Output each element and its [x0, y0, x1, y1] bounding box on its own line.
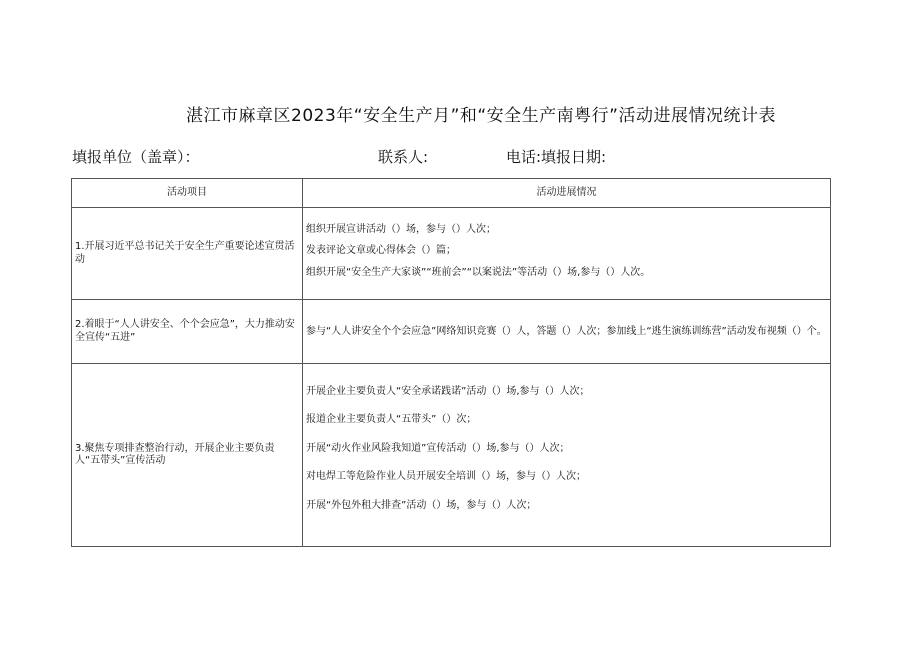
table-row	[72, 208, 831, 300]
progress-line: 发表评论文章或心得体会（）篇；	[306, 245, 456, 257]
progress-line: 报道企业主要负责人“五带头”（）次；	[306, 414, 477, 426]
progress-line: 参与“人人讲安全个个会应急”网络知识竞赛（）人，答题（）人次；参加线上“逃生演练训练营”活动发布视频（）个。	[306, 325, 827, 337]
progress-line: 开展“动火作业风险我知道”宣传活动（）场,参与（）人次；	[306, 442, 570, 454]
activity-item-text: 1.开展习近平总书记关于安全生产重要论述宣贯活动	[75, 241, 295, 265]
progress-line: 组织开展“安全生产大家谈”“班前会”“以案说法”等活动（）场,参与（）人次。	[306, 266, 651, 278]
activity-progress-cell	[303, 208, 831, 300]
progress-line: 组织开展宣讲活动（）场，参与（）人次；	[306, 223, 496, 235]
table-header-row	[72, 179, 831, 208]
activity-item-text: 2.着眼于“人人讲安全、个个会应急”，大力推动安全宣传“五进”	[75, 319, 295, 343]
header-activity-progress: 活动进展情况	[303, 179, 831, 208]
progress-line: 开展“外包外租大排查”活动（）场，参与（）人次；	[306, 499, 537, 511]
reporting-unit-label: 填报单位（盖章）：	[72, 148, 200, 166]
activity-item-cell	[72, 300, 303, 364]
document-title: 湛江市麻章区2023年“安全生产月”和“安全生产南粤行”活动进展情况统计表	[186, 106, 776, 126]
activity-progress-cell	[303, 364, 831, 547]
progress-line: 开展企业主要负责人“安全承诺践诺”活动（）场,参与（）人次；	[306, 385, 590, 397]
phone-and-date-label: 电话:填报日期:	[506, 148, 607, 166]
table-row	[72, 364, 831, 547]
activity-progress-cell	[303, 300, 831, 364]
activity-item-cell	[72, 208, 303, 300]
header-activity-item: 活动项目	[72, 179, 303, 208]
activity-progress-table	[71, 178, 831, 547]
table-row	[72, 300, 831, 364]
contact-person-label: 联系人:	[378, 148, 429, 166]
form-header-line	[72, 146, 832, 168]
progress-line: 对电焊工等危险作业人员开展安全培训（）场，参与（）人次；	[306, 471, 586, 483]
activity-item-text: 3.聚焦专项排查整治行动，开展企业主要负责人“五带头”宣传活动	[75, 442, 275, 466]
activity-item-cell	[72, 364, 303, 547]
